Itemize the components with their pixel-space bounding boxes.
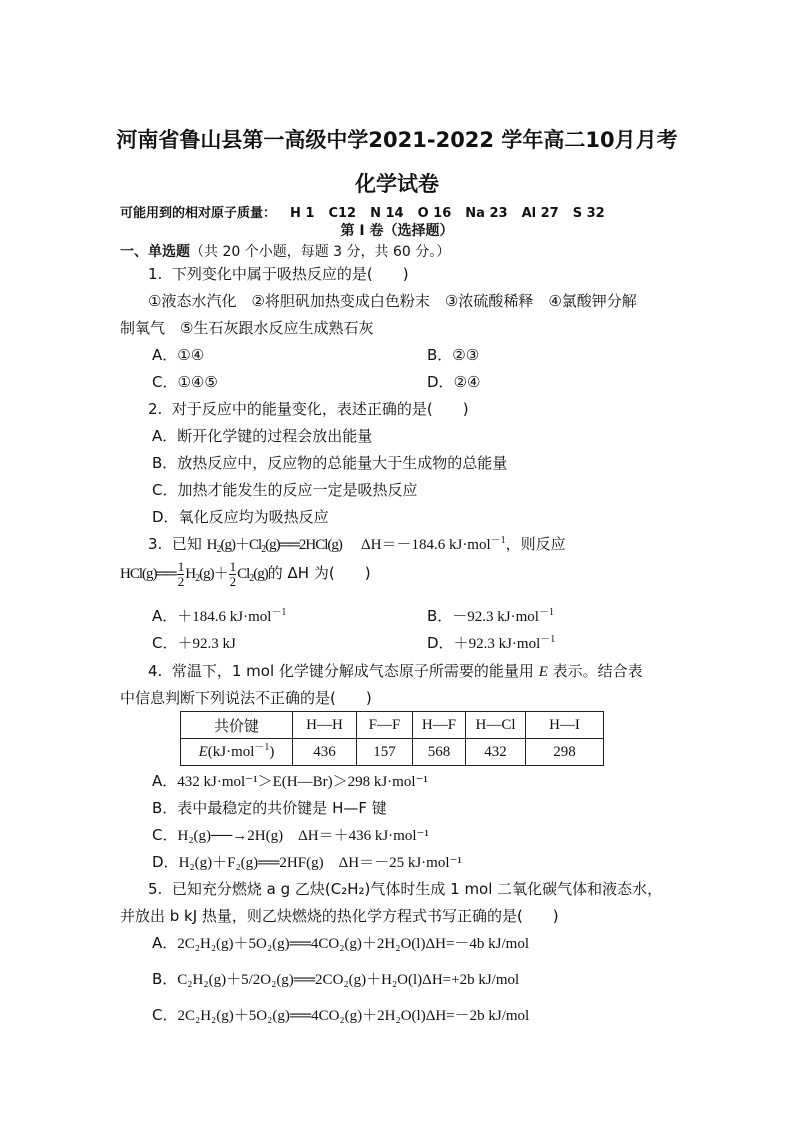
question-1-items-line1: ①液态水汽化 ②将胆矾加热变成白色粉末 ③浓硫酸稀释 ④氯酸钾分解 [148, 292, 637, 310]
option-text: 断开化学键的过程会放出能量 [177, 427, 373, 445]
question-text: 已知充分燃烧 a g 乙炔(C₂H₂)气体时生成 1 mol 二氧化碳气体和液态水， [171, 880, 663, 898]
option-sup: －1 [271, 607, 287, 618]
table-row [181, 739, 604, 766]
option-label: B． [152, 799, 178, 817]
question-1-stem [148, 263, 409, 284]
option-text: ①④ [177, 346, 205, 364]
question-2-option-c[interactable] [152, 479, 418, 500]
question-5-stem-line2: 并放出 b kJ 热量，则乙炔燃烧的热化学方程式书写正确的是( ) [120, 907, 559, 925]
question-4-option-a[interactable] [152, 770, 428, 791]
option-label: B． [427, 346, 453, 364]
question-3-option-c[interactable] [152, 632, 236, 653]
question-3-option-d[interactable] [427, 632, 555, 653]
question-text-prefix: 已知 [171, 535, 202, 553]
question-1-option-a[interactable] [152, 344, 204, 365]
table-header-cell: H—Cl [466, 712, 526, 739]
question-number: 4. [148, 662, 163, 680]
option-text: 432 kJ·mol⁻¹＞E(H—Br)＞298 kJ·mol⁻¹ [177, 774, 428, 790]
atomic-masses-label: 可能用到的相对原子质量： [120, 206, 277, 221]
section-title: 一、单选题 [120, 244, 190, 260]
question-text-suffix: 的 ΔH 为( ) [267, 563, 371, 582]
option-label: A． [152, 772, 178, 790]
option-text: 2C₂H₂(g)＋5O₂(g)══4CO₂(g)＋2H₂O(l)ΔH=－2b kJ/mol [177, 1008, 530, 1024]
question-number: 2. [148, 400, 163, 418]
question-2-option-a[interactable] [152, 425, 372, 446]
table-header-cell: H—H [293, 712, 357, 739]
question-text-suffix: ，则反应 [505, 535, 566, 553]
option-label: C． [152, 481, 178, 499]
section-heading [120, 241, 450, 261]
section-note: （共 20 个小题，每题 3 分，共 60 分。） [190, 244, 451, 260]
exam-subtitle: 化学试卷 [355, 172, 439, 196]
equation-given: $H_2(g)+Cl_2(g)══2HCl(g)$ [206, 537, 342, 555]
table-cell: 436 [293, 739, 357, 766]
atomic-mass-o: O 16 [417, 206, 452, 221]
question-1-items-line2: 制氧气 ⑤生石灰跟水反应生成熟石灰 [120, 319, 374, 337]
option-label: C． [152, 634, 178, 652]
option-text: H₂(g)──→2H(g) ΔH＝＋436 kJ·mol⁻¹ [177, 828, 429, 844]
question-3-stem-line2 [120, 560, 371, 589]
question-1-option-d[interactable] [427, 371, 480, 392]
option-text: 2C₂H₂(g)＋5O₂(g)══4CO₂(g)＋2H₂O(l)ΔH=－4b kJ/mol [177, 936, 529, 952]
table-header-cell: F—F [357, 712, 413, 739]
question-5-option-a[interactable] [152, 932, 529, 953]
question-number: 1. [148, 265, 163, 283]
question-5-stem-line1 [148, 878, 662, 899]
option-label: B． [152, 970, 178, 988]
table-header-cell: 共价键 [181, 712, 293, 739]
question-1-option-b[interactable] [427, 344, 479, 365]
option-label: D． [427, 373, 454, 391]
option-label: B． [427, 607, 453, 625]
question-2-option-b[interactable] [152, 452, 507, 473]
question-4-option-b[interactable] [152, 797, 387, 818]
option-text: ①④⑤ [177, 373, 218, 391]
volume-heading: 第 I 卷（选择题） [340, 223, 454, 239]
atomic-mass-s: S 32 [572, 206, 605, 221]
question-text: 对于反应中的能量变化，表述正确的是( ) [171, 400, 469, 418]
option-text: 氧化反应均为吸热反应 [178, 508, 329, 526]
question-number: 3. [148, 535, 163, 553]
option-label: D． [152, 508, 179, 526]
atomic-masses-line [120, 202, 605, 221]
enthalpy-given: ΔH＝－184.6 kJ·mol$^{-1}$ [361, 535, 506, 553]
question-text: 常温下，1 mol 化学键分解成气态原子所需要的能量用 [171, 662, 534, 680]
question-2-stem [148, 398, 469, 419]
question-text: 下列变化中属于吸热反应的是( ) [171, 265, 409, 283]
atomic-mass-c: C12 [328, 206, 357, 221]
option-text: H₂(g)＋F₂(g)══2HF(g) ΔH＝－25 kJ·mol⁻¹ [178, 855, 462, 871]
variable-e: E [538, 664, 548, 680]
bond-energy-table [180, 711, 604, 766]
option-label: B． [152, 454, 178, 472]
question-3-option-a[interactable] [152, 605, 286, 626]
option-sup: －1 [538, 607, 554, 618]
question-text: 表示。结合表 [552, 662, 643, 680]
option-text: ②④ [453, 373, 481, 391]
option-label: C． [152, 373, 178, 391]
question-1-option-c[interactable] [152, 371, 218, 392]
question-3-stem-line1 [148, 533, 566, 554]
option-label: A． [152, 934, 178, 952]
question-4-option-c[interactable] [152, 824, 429, 845]
option-text: ＋92.3 kJ [177, 636, 236, 652]
atomic-mass-n: N 14 [370, 206, 404, 221]
option-label: A． [152, 346, 178, 364]
option-text: 放热反应中，反应物的总能量大于生成物的总能量 [177, 454, 508, 472]
equation-asked: HCl(g)══ $\frac{1}{2}$ $H_2(g)+$ $\frac{1}{2}$ $Cl_2(g)$ [120, 559, 268, 589]
option-label: C． [152, 826, 178, 844]
atomic-mass-h: H 1 [290, 206, 315, 221]
question-5-option-c[interactable] [152, 1004, 529, 1025]
table-cell: 157 [357, 739, 413, 766]
table-row-label: E(kJ·mol$^{-1}$) [181, 739, 293, 766]
option-label: C． [152, 1006, 178, 1024]
question-5-option-b[interactable] [152, 968, 519, 989]
table-cell: 432 [466, 739, 526, 766]
table-header-cell: H—F [413, 712, 466, 739]
option-text: －92.3 kJ·mol [452, 609, 539, 625]
atomic-mass-al: Al 27 [521, 206, 559, 221]
table-cell: 298 [526, 739, 604, 766]
option-text: 加热才能发生的反应一定是吸热反应 [177, 481, 418, 499]
option-text: ＋184.6 kJ·mol [177, 609, 272, 625]
option-sup: －1 [540, 634, 556, 645]
option-text: ＋92.3 kJ·mol [453, 636, 541, 652]
question-3-option-b[interactable] [427, 605, 554, 626]
option-text: C₂H₂(g)＋5/2O₂(g)══2CO₂(g)＋H₂O(l)ΔH=+2b kJ/mol [177, 972, 520, 988]
question-4-option-d[interactable] [152, 851, 462, 872]
table-header-row [181, 712, 604, 739]
option-text: ②③ [452, 346, 480, 364]
question-number: 5. [148, 880, 163, 898]
option-label: A． [152, 427, 178, 445]
option-label: A． [152, 607, 178, 625]
table-header-cell: H—I [526, 712, 604, 739]
question-4-stem-line1 [148, 660, 643, 681]
option-label: D． [152, 853, 179, 871]
option-text: 表中最稳定的共价键是 H—F 键 [177, 799, 387, 817]
question-2-option-d[interactable] [152, 506, 329, 527]
question-4-stem-line2: 中信息判断下列说法不正确的是( ) [120, 689, 372, 707]
option-label: D． [427, 634, 454, 652]
table-cell: 568 [413, 739, 466, 766]
exam-title: 河南省鲁山县第一高级中学2021-2022 学年高二10月月考 [116, 128, 678, 152]
atomic-mass-na: Na 23 [465, 206, 508, 221]
